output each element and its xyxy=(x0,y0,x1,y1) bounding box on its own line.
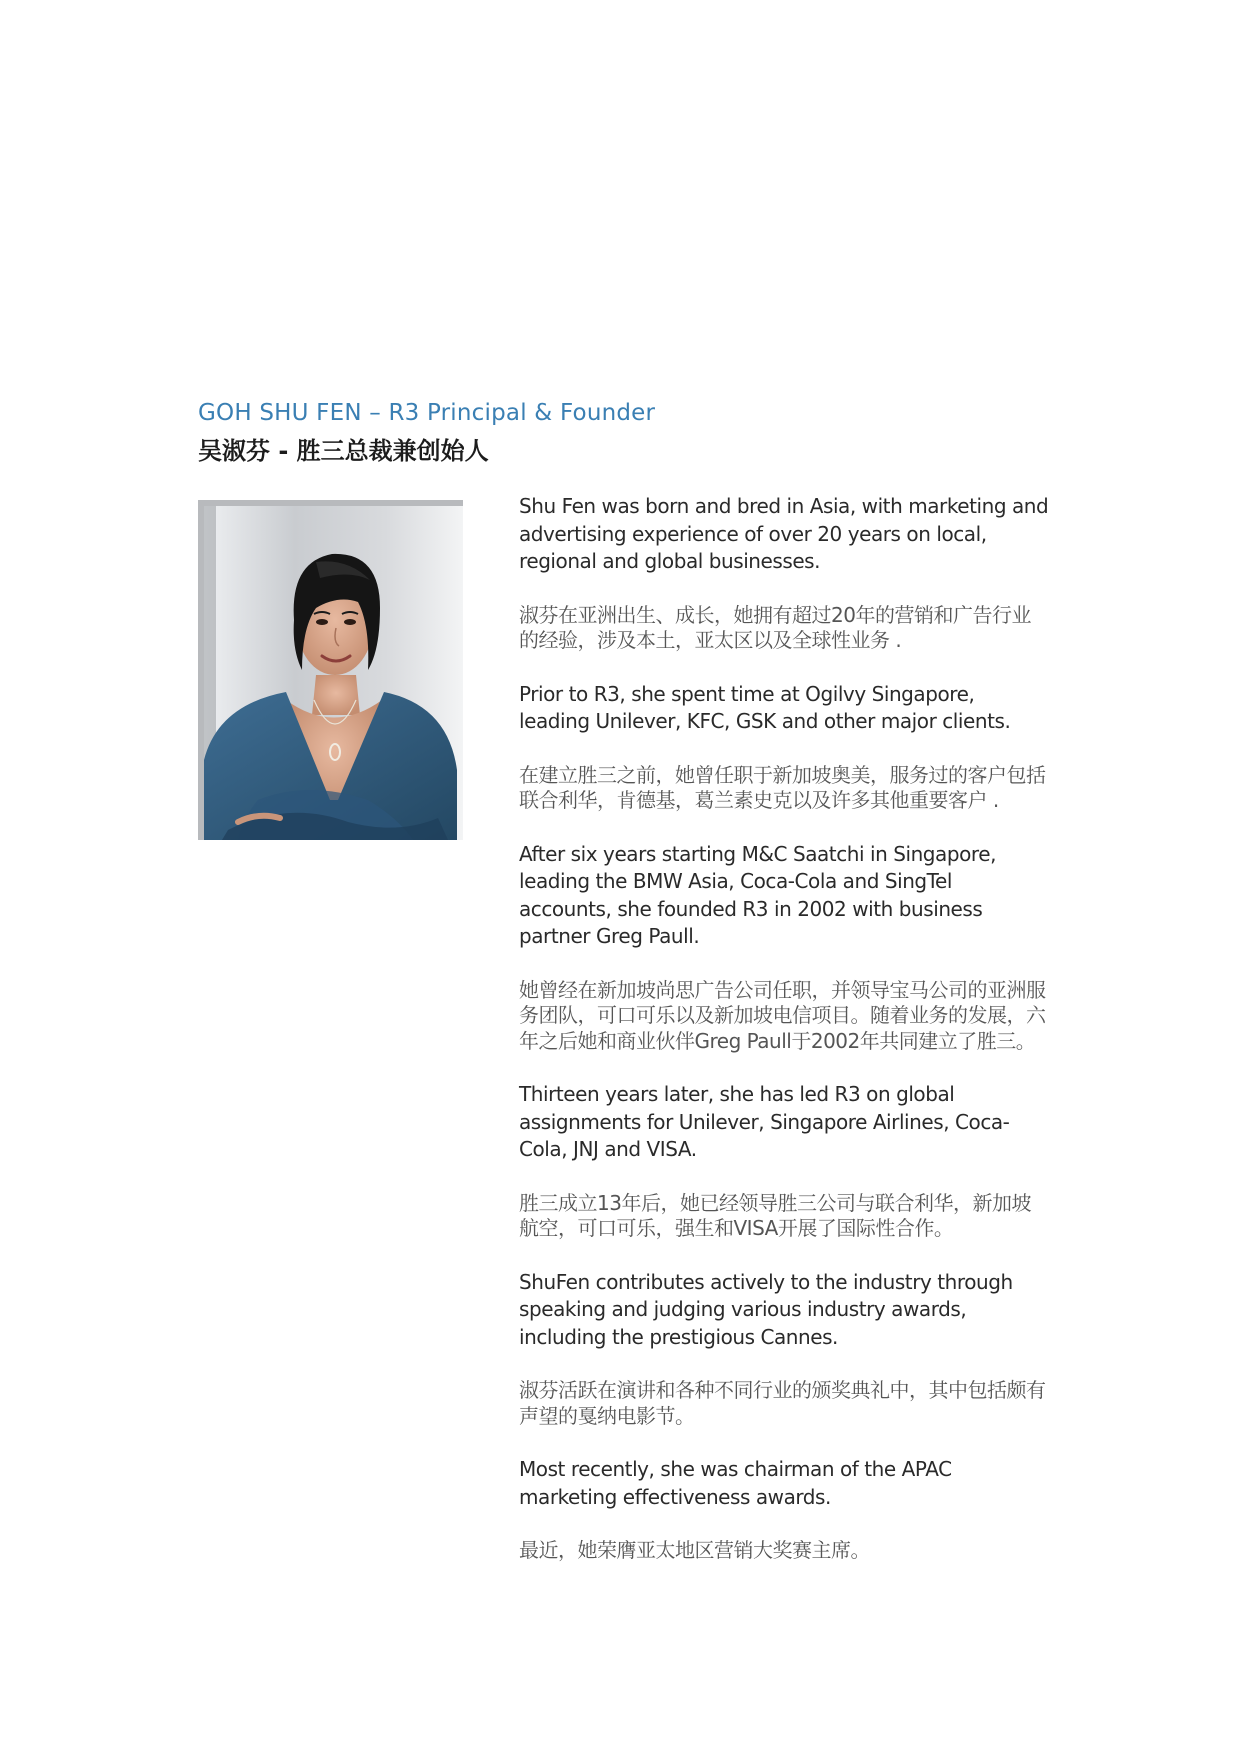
bio-paragraph-en-3: After six years starting M&C Saatchi in Singapore, leading the BMW Asia, Coca-Cola and SingTel accounts, she founded R3 in 2002 with business partner Greg Paull. xyxy=(519,841,996,948)
page-title-chinese: 吴淑芬 - 胜三总裁兼创始人 xyxy=(198,437,489,465)
bio-paragraph-cn-4: 胜三成立13年后，她已经领导胜三公司与联合利华，新加坡航空，可口可乐，强生和VISA开展了国际性合作。 xyxy=(519,1190,1031,1240)
bio-paragraph-cn-6: 最近，她荣膺亚太地区营销大奖赛主席。 xyxy=(519,1538,870,1562)
portrait-photo xyxy=(198,500,463,840)
bio-paragraph-cn-1: 淑芬在亚洲出生、成长，她拥有超过20年的营销和广告行业的经验，涉及本土，亚太区以及全球性业务 . xyxy=(519,602,1031,652)
bio-paragraph-en-6: Most recently, she was chairman of the APAC marketing effectiveness awards. xyxy=(519,1457,952,1509)
bio-paragraph-en-1: Shu Fen was born and bred in Asia, with marketing and advertising experience of over 20 years on local, regional and global businesses. xyxy=(519,494,1049,573)
portrait-photo-icon xyxy=(198,500,463,840)
biography-text xyxy=(519,493,1049,1591)
bio-paragraph-cn-2: 在建立胜三之前，她曾任职于新加坡奥美，服务过的客户包括联合利华，肯德基，葛兰素史克以及许多其他重要客户 . xyxy=(519,762,1046,812)
bio-paragraph-en-5: ShuFen contributes actively to the industry through speaking and judging various industry awards, including the prestigious Cannes. xyxy=(519,1269,1013,1349)
bio-paragraph-cn-5: 淑芬活跃在演讲和各种不同行业的颁奖典礼中，其中包括颇有声望的戛纳电影节。 xyxy=(519,1378,1046,1428)
page-title-english: GOH SHU FEN – R3 Principal & Founder xyxy=(198,400,656,426)
bio-paragraph-cn-3: 她曾经在新加坡尚思广告公司任职，并领导宝马公司的亚洲服务团队，可口可乐以及新加坡电信项目。随着业务的发展，六年之后她和商业伙伴Greg Paull于2002年共同建立了胜三。 xyxy=(519,977,1046,1053)
bio-paragraph-en-2: Prior to R3, she spent time at Ogilvy Singapore, leading Unilever, KFC, GSK and other major clients. xyxy=(519,681,1011,733)
bio-paragraph-en-4: Thirteen years later, she has led R3 on global assignments for Unilever, Singapore Airlines, Coca-Cola, JNJ and VISA. xyxy=(519,1082,1010,1161)
